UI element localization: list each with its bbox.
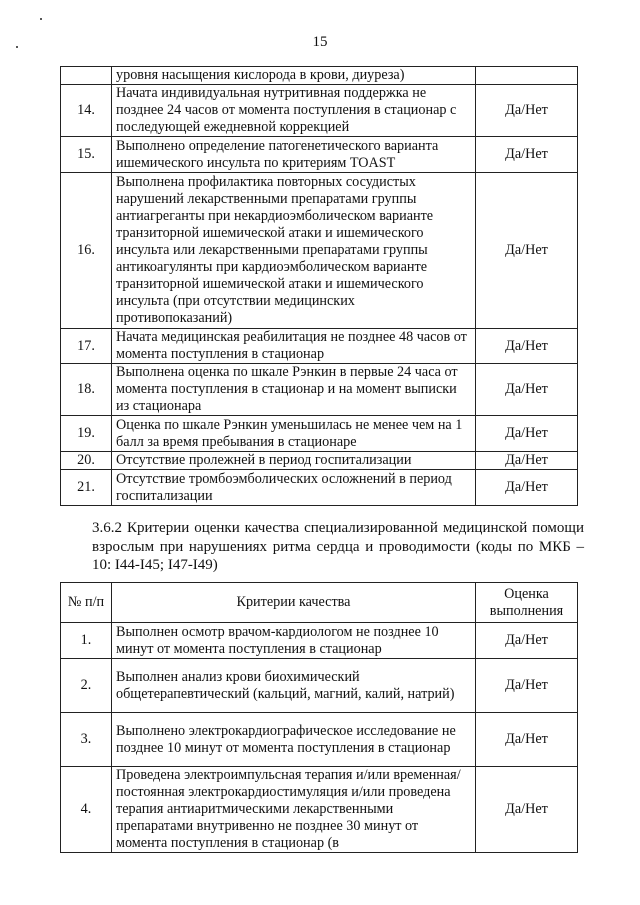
table-row: [61, 364, 578, 416]
column-header-criteria: Критерии качества: [112, 583, 476, 623]
table-row: [61, 416, 578, 452]
row-number: 2.: [61, 659, 112, 713]
table-row: [61, 452, 578, 470]
table-row: [61, 713, 578, 767]
row-number: 20.: [61, 452, 112, 470]
evaluation-cell: Да/Нет: [476, 767, 578, 853]
row-number: 17.: [61, 329, 112, 364]
criterion-text: Оценка по шкале Рэнкин уменьшилась не менее чем на 1 балл за время пребывания в стационаре: [112, 416, 476, 452]
row-number: 14.: [61, 85, 112, 137]
page-number: 15: [312, 34, 328, 50]
row-number: 3.: [61, 713, 112, 767]
evaluation-cell: Да/Нет: [476, 713, 578, 767]
row-number: 18.: [61, 364, 112, 416]
column-header-evaluation: Оценка выполнения: [476, 583, 578, 623]
row-number: 1.: [61, 623, 112, 659]
section-heading: 3.6.2 Критерии оценки качества специализированной медицинской помощи взрослым при нарушениях ритма сердца и проводимости (коды по МКБ – 10: I44-I45; I47-I49): [92, 520, 584, 573]
criterion-text: Проведена электроимпульсная терапия и/или временная/постоянная электрокардиостимуляция и/или проведена терапия антиаритмическими лекарственными препаратами внутривенно не позднее 30 минут от момента поступления в стационар (в: [112, 767, 476, 853]
table-row: [61, 137, 578, 173]
evaluation-cell: Да/Нет: [476, 623, 578, 659]
evaluation-cell: Да/Нет: [476, 416, 578, 452]
row-number: 19.: [61, 416, 112, 452]
row-number: 15.: [61, 137, 112, 173]
table-row: [61, 470, 578, 506]
evaluation-cell: Да/Нет: [476, 85, 578, 137]
row-number: 21.: [61, 470, 112, 506]
evaluation-cell: [476, 67, 578, 85]
evaluation-cell: Да/Нет: [476, 173, 578, 329]
evaluation-cell: Да/Нет: [476, 137, 578, 173]
table-row: [61, 329, 578, 364]
criterion-text: Выполнен анализ крови биохимический общетерапевтический (кальций, магний, калий, натрий): [112, 659, 476, 713]
quality-criteria-table: [60, 582, 578, 853]
criterion-text: Выполнено определение патогенетического варианта ишемического инсульта по критериям TOAST: [112, 137, 476, 173]
table-header-row: [61, 583, 578, 623]
table-row: [61, 623, 578, 659]
table-row: [61, 173, 578, 329]
column-header-number: № п/п: [61, 583, 112, 623]
criterion-text: уровня насыщения кислорода в крови, диуреза): [112, 67, 476, 85]
evaluation-cell: Да/Нет: [476, 329, 578, 364]
criterion-text: Отсутствие тромбоэмболических осложнений в период госпитализации: [112, 470, 476, 506]
table-row: [61, 67, 578, 85]
scan-speck: [40, 18, 42, 20]
evaluation-cell: Да/Нет: [476, 364, 578, 416]
criterion-text: Выполнено электрокардиографическое исследование не позднее 10 минут от момента поступления в стационар: [112, 713, 476, 767]
evaluation-cell: Да/Нет: [476, 452, 578, 470]
criterion-text: Начата медицинская реабилитация не позднее 48 часов от момента поступления в стационар: [112, 329, 476, 364]
row-number: [61, 67, 112, 85]
table-row: [61, 659, 578, 713]
table-row: [61, 767, 578, 853]
criterion-text: Выполнен осмотр врачом-кардиологом не позднее 10 минут от момента поступления в стационар: [112, 623, 476, 659]
criterion-text: Выполнена оценка по шкале Рэнкин в первые 24 часа от момента поступления в стационар и на момент выписки из стационара: [112, 364, 476, 416]
criterion-text: Отсутствие пролежней в период госпитализации: [112, 452, 476, 470]
row-number: 16.: [61, 173, 112, 329]
row-number: 4.: [61, 767, 112, 853]
evaluation-cell: Да/Нет: [476, 659, 578, 713]
table-row: [61, 85, 578, 137]
criterion-text: Выполнена профилактика повторных сосудистых нарушений лекарственными препаратами группы антиагреганты при некардиоэмболическом варианте транзиторной ишемической атаки и ишемического инсульта или лекарственными препаратами группы антикоагулянты при кардиоэмболическом варианте транзиторной ишемической атаки и ишемического инсульта (при отсутствии медицинских противопоказаний): [112, 173, 476, 329]
criterion-text: Начата индивидуальная нутритивная поддержка не позднее 24 часов от момента поступления в стационар с последующей ежедневной коррекцией: [112, 85, 476, 137]
quality-criteria-table-continued: [60, 66, 578, 506]
evaluation-cell: Да/Нет: [476, 470, 578, 506]
